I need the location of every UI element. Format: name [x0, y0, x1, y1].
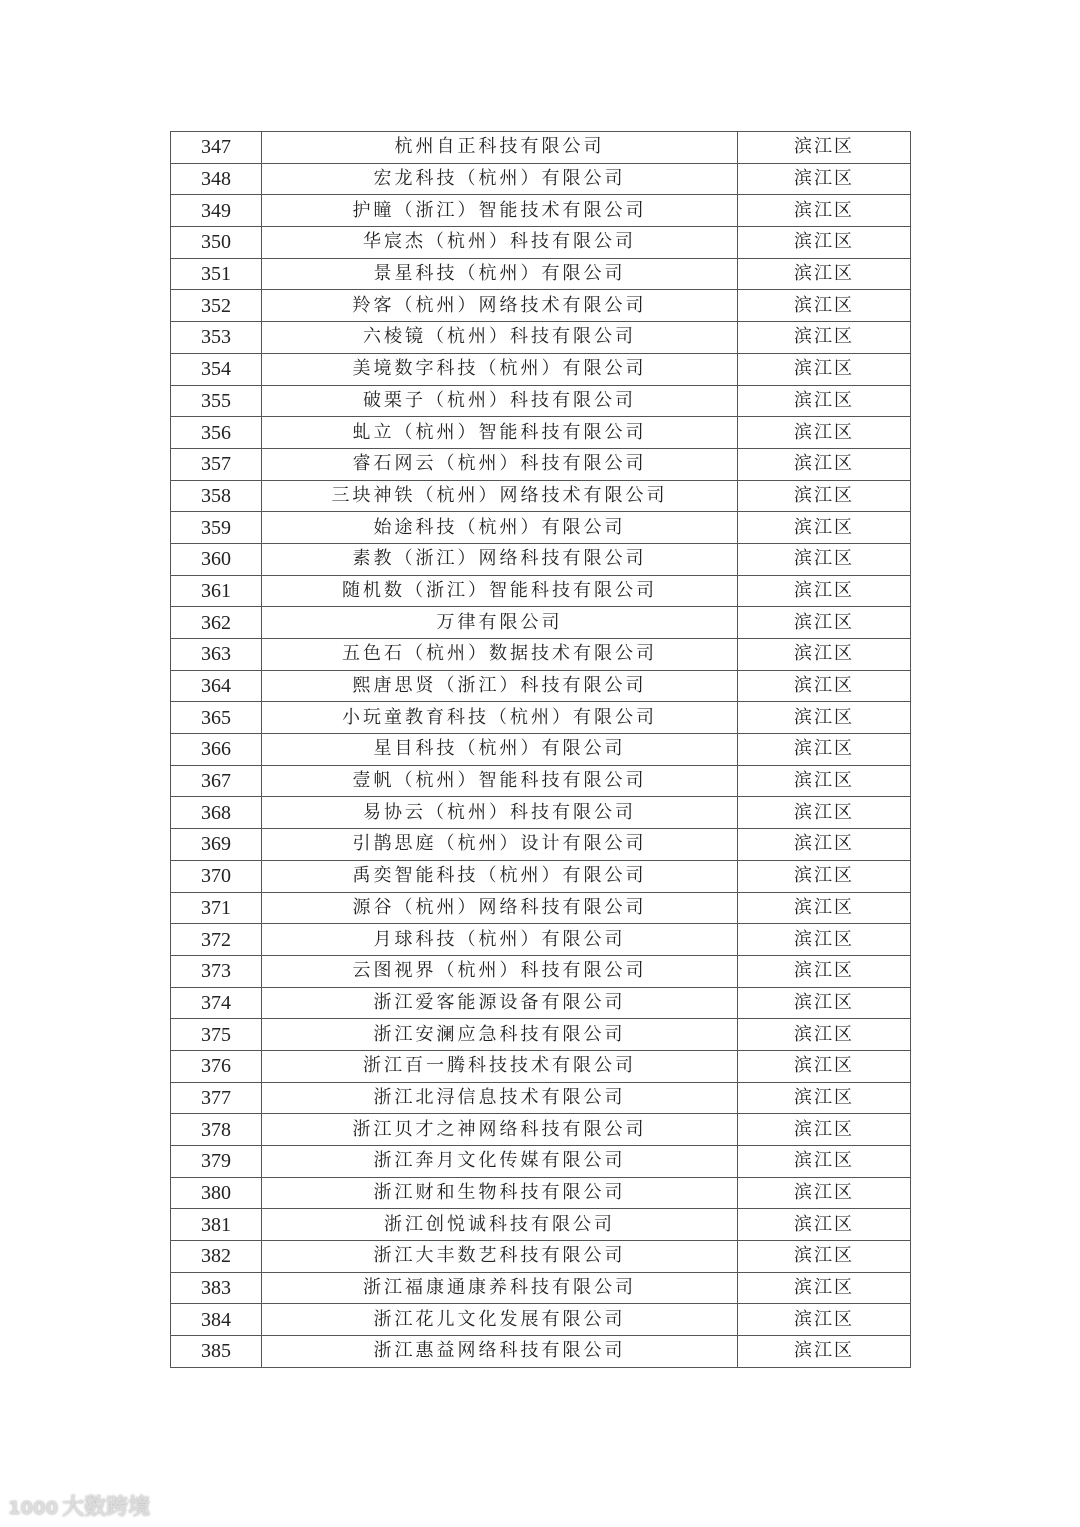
- table-row: [171, 195, 911, 227]
- company-table: [170, 131, 911, 1368]
- row-number: 364: [171, 670, 262, 702]
- company-name: 美境数字科技（杭州）有限公司: [262, 353, 738, 385]
- row-number: 360: [171, 543, 262, 575]
- row-number: 368: [171, 797, 262, 829]
- table-row: [171, 1114, 911, 1146]
- row-number: 354: [171, 353, 262, 385]
- table-row: [171, 1050, 911, 1082]
- district: 滨江区: [738, 258, 911, 290]
- row-number: 373: [171, 955, 262, 987]
- company-name: 月球科技（杭州）有限公司: [262, 924, 738, 956]
- table-row: [171, 829, 911, 861]
- district: 滨江区: [738, 892, 911, 924]
- table-row: [171, 1209, 911, 1241]
- company-name: 睿石网云（杭州）科技有限公司: [262, 448, 738, 480]
- district: 滨江区: [738, 924, 911, 956]
- table-row: [171, 639, 911, 671]
- table-row: [171, 258, 911, 290]
- company-name: 浙江奔月文化传媒有限公司: [262, 1146, 738, 1178]
- row-number: 350: [171, 227, 262, 259]
- table-row: [171, 955, 911, 987]
- company-name: 壹帆（杭州）智能科技有限公司: [262, 765, 738, 797]
- district: 滨江区: [738, 670, 911, 702]
- row-number: 383: [171, 1272, 262, 1304]
- row-number: 351: [171, 258, 262, 290]
- district: 滨江区: [738, 227, 911, 259]
- district: 滨江区: [738, 385, 911, 417]
- table-row: [171, 163, 911, 195]
- district: 滨江区: [738, 829, 911, 861]
- district: 滨江区: [738, 987, 911, 1019]
- row-number: 361: [171, 575, 262, 607]
- company-name: 浙江大丰数艺科技有限公司: [262, 1241, 738, 1273]
- district: 滨江区: [738, 955, 911, 987]
- table-row: [171, 765, 911, 797]
- district: 滨江区: [738, 195, 911, 227]
- company-name: 三块神铁（杭州）网络技术有限公司: [262, 480, 738, 512]
- row-number: 374: [171, 987, 262, 1019]
- district: 滨江区: [738, 860, 911, 892]
- company-name: 始途科技（杭州）有限公司: [262, 512, 738, 544]
- row-number: 382: [171, 1241, 262, 1273]
- row-number: 384: [171, 1304, 262, 1336]
- company-name: 禹奕智能科技（杭州）有限公司: [262, 860, 738, 892]
- table-row: [171, 1304, 911, 1336]
- district: 滨江区: [738, 448, 911, 480]
- company-name: 易协云（杭州）科技有限公司: [262, 797, 738, 829]
- table-row: [171, 1241, 911, 1273]
- company-name: 熙唐思贤（浙江）科技有限公司: [262, 670, 738, 702]
- district: 滨江区: [738, 702, 911, 734]
- company-name: 五色石（杭州）数据技术有限公司: [262, 639, 738, 671]
- row-number: 349: [171, 195, 262, 227]
- row-number: 385: [171, 1336, 262, 1368]
- company-name: 随机数（浙江）智能科技有限公司: [262, 575, 738, 607]
- company-name: 华宸杰（杭州）科技有限公司: [262, 227, 738, 259]
- district: 滨江区: [738, 543, 911, 575]
- row-number: 370: [171, 860, 262, 892]
- table-row: [171, 1272, 911, 1304]
- row-number: 366: [171, 734, 262, 766]
- row-number: 363: [171, 639, 262, 671]
- row-number: 377: [171, 1082, 262, 1114]
- table-row: [171, 353, 911, 385]
- district: 滨江区: [738, 1241, 911, 1273]
- district: 滨江区: [738, 797, 911, 829]
- company-name: 浙江北浔信息技术有限公司: [262, 1082, 738, 1114]
- row-number: 365: [171, 702, 262, 734]
- company-name: 浙江创悦诚科技有限公司: [262, 1209, 738, 1241]
- company-name: 景星科技（杭州）有限公司: [262, 258, 738, 290]
- table-row: [171, 227, 911, 259]
- table-row: [171, 607, 911, 639]
- district: 滨江区: [738, 1209, 911, 1241]
- company-name: 素教（浙江）网络科技有限公司: [262, 543, 738, 575]
- table-row: [171, 1082, 911, 1114]
- company-name: 护瞳（浙江）智能技术有限公司: [262, 195, 738, 227]
- table-row: [171, 987, 911, 1019]
- company-name: 破栗子（杭州）科技有限公司: [262, 385, 738, 417]
- table-row: [171, 1146, 911, 1178]
- district: 滨江区: [738, 1082, 911, 1114]
- row-number: 379: [171, 1146, 262, 1178]
- district: 滨江区: [738, 1177, 911, 1209]
- district: 滨江区: [738, 1146, 911, 1178]
- district: 滨江区: [738, 1304, 911, 1336]
- row-number: 348: [171, 163, 262, 195]
- company-name: 羚客（杭州）网络技术有限公司: [262, 290, 738, 322]
- table-row: [171, 1177, 911, 1209]
- row-number: 367: [171, 765, 262, 797]
- district: 滨江区: [738, 607, 911, 639]
- district: 滨江区: [738, 353, 911, 385]
- district: 滨江区: [738, 322, 911, 354]
- company-name: 浙江财和生物科技有限公司: [262, 1177, 738, 1209]
- row-number: 372: [171, 924, 262, 956]
- company-name: 引鹊思庭（杭州）设计有限公司: [262, 829, 738, 861]
- table-row: [171, 290, 911, 322]
- row-number: 352: [171, 290, 262, 322]
- table-row: [171, 734, 911, 766]
- row-number: 362: [171, 607, 262, 639]
- row-number: 375: [171, 1019, 262, 1051]
- row-number: 353: [171, 322, 262, 354]
- company-name: 宏龙科技（杭州）有限公司: [262, 163, 738, 195]
- table-row: [171, 670, 911, 702]
- row-number: 358: [171, 480, 262, 512]
- district: 滨江区: [738, 1019, 911, 1051]
- company-name: 浙江惠益网络科技有限公司: [262, 1336, 738, 1368]
- row-number: 355: [171, 385, 262, 417]
- watermark-logo: 1000: [8, 1498, 59, 1519]
- row-number: 381: [171, 1209, 262, 1241]
- table-row: [171, 892, 911, 924]
- company-name: 浙江贝才之神网络科技有限公司: [262, 1114, 738, 1146]
- company-name: 浙江福康通康养科技有限公司: [262, 1272, 738, 1304]
- district: 滨江区: [738, 512, 911, 544]
- district: 滨江区: [738, 480, 911, 512]
- company-table-body: [171, 132, 911, 1368]
- row-number: 369: [171, 829, 262, 861]
- company-name: 万律有限公司: [262, 607, 738, 639]
- row-number: 359: [171, 512, 262, 544]
- table-row: [171, 860, 911, 892]
- company-name: 云图视界（杭州）科技有限公司: [262, 955, 738, 987]
- table-row: [171, 924, 911, 956]
- row-number: 347: [171, 132, 262, 164]
- row-number: 357: [171, 448, 262, 480]
- row-number: 376: [171, 1050, 262, 1082]
- district: 滨江区: [738, 163, 911, 195]
- company-name: 杭州自正科技有限公司: [262, 132, 738, 164]
- company-name: 虬立（杭州）智能科技有限公司: [262, 417, 738, 449]
- table-row: [171, 480, 911, 512]
- company-name: 源谷（杭州）网络科技有限公司: [262, 892, 738, 924]
- table-row: [171, 543, 911, 575]
- table-row: [171, 575, 911, 607]
- district: 滨江区: [738, 1336, 911, 1368]
- district: 滨江区: [738, 417, 911, 449]
- row-number: 356: [171, 417, 262, 449]
- watermark: [8, 1490, 150, 1521]
- row-number: 380: [171, 1177, 262, 1209]
- district: 滨江区: [738, 1050, 911, 1082]
- company-name: 浙江爱客能源设备有限公司: [262, 987, 738, 1019]
- company-name: 浙江花儿文化发展有限公司: [262, 1304, 738, 1336]
- company-name: 六棱镜（杭州）科技有限公司: [262, 322, 738, 354]
- table-row: [171, 1336, 911, 1368]
- district: 滨江区: [738, 765, 911, 797]
- table-row: [171, 1019, 911, 1051]
- district: 滨江区: [738, 290, 911, 322]
- table-row: [171, 322, 911, 354]
- table-row: [171, 512, 911, 544]
- table-row: [171, 702, 911, 734]
- company-name: 浙江安澜应急科技有限公司: [262, 1019, 738, 1051]
- company-name: 浙江百一腾科技技术有限公司: [262, 1050, 738, 1082]
- table-row: [171, 132, 911, 164]
- row-number: 378: [171, 1114, 262, 1146]
- district: 滨江区: [738, 1272, 911, 1304]
- row-number: 371: [171, 892, 262, 924]
- table-row: [171, 417, 911, 449]
- district: 滨江区: [738, 734, 911, 766]
- district: 滨江区: [738, 639, 911, 671]
- district: 滨江区: [738, 132, 911, 164]
- table-row: [171, 385, 911, 417]
- district: 滨江区: [738, 1114, 911, 1146]
- table-row: [171, 448, 911, 480]
- watermark-text: 大数跨境: [62, 1495, 151, 1520]
- company-name: 小玩童教育科技（杭州）有限公司: [262, 702, 738, 734]
- company-name: 星目科技（杭州）有限公司: [262, 734, 738, 766]
- table-row: [171, 797, 911, 829]
- district: 滨江区: [738, 575, 911, 607]
